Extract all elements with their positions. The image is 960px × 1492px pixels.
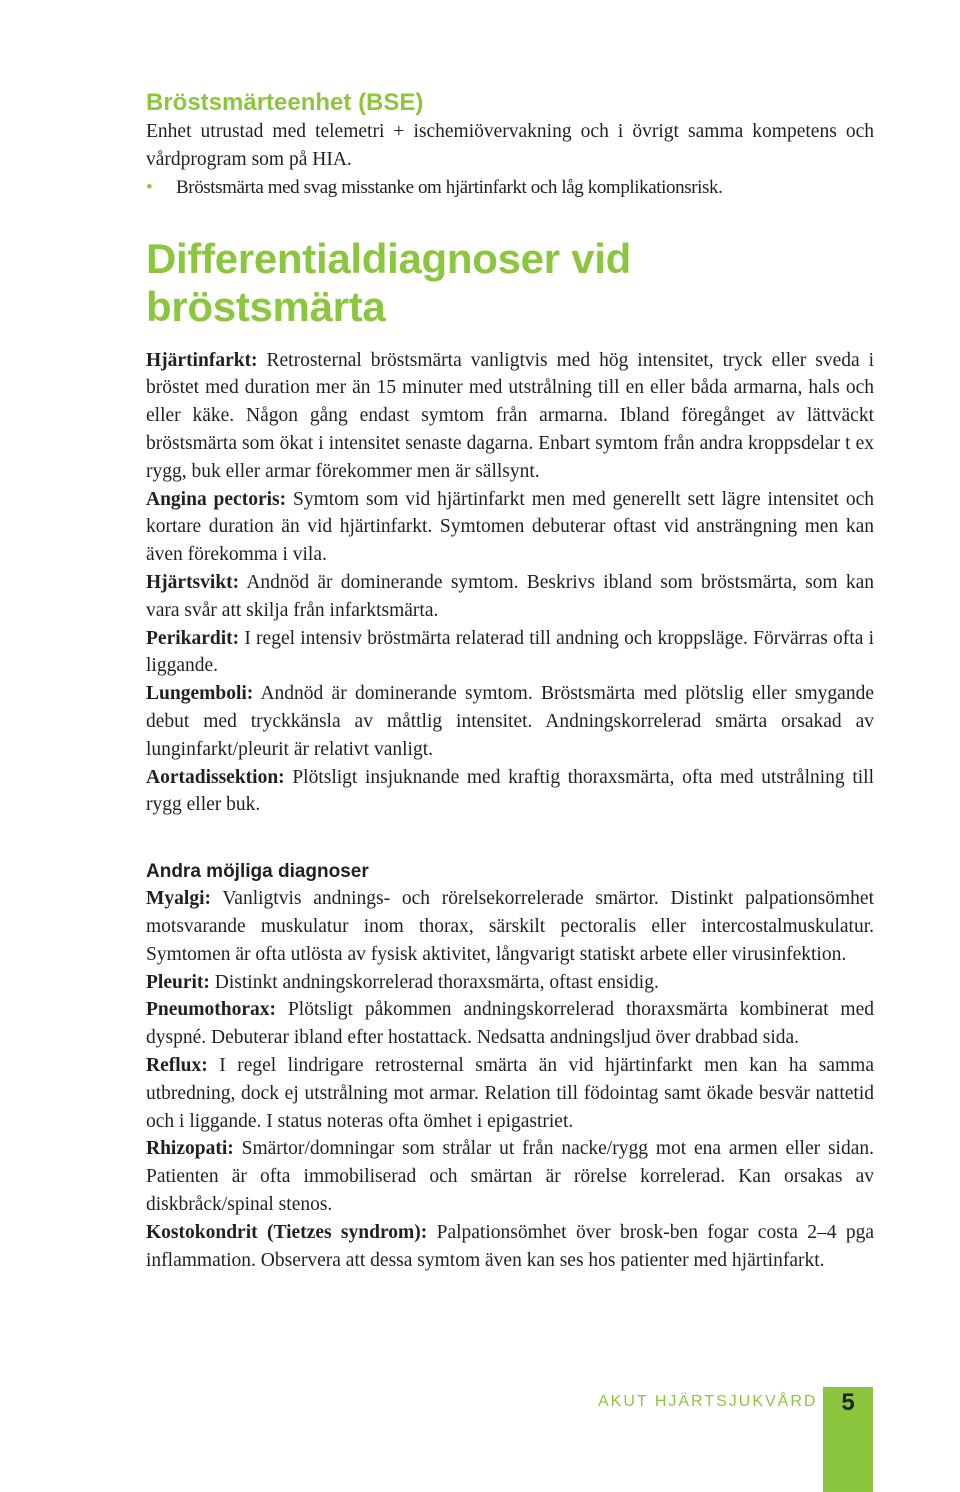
diagnosis-term: Rhizopati: — [146, 1138, 234, 1160]
diagnosis-description: Palpationsömhet över brosk-ben fogar costa 2–4 pga inflammation. Observera att dessa symtom även kan ses hos patienter med hjärtinfarkt. — [146, 1221, 874, 1271]
diagnosis-description: Symtom som vid hjärtinfarkt men med generellt sett lägre intensitet och kortare duration än vid hjärtinfarkt. Symtomen debuterar oftast vid ansträngning men kan även förekomma i vila. — [146, 488, 874, 566]
diagnosis-description: Distinkt andningskorrelerad thoraxsmärta, oftast ensidig. — [209, 971, 659, 993]
diagnosis-description: Plötsligt påkommen andningskorrelerad thoraxsmärta kombinerat med dyspné. Debuterar ibland efter hostattack. Nedsatta andningsljud över drabbad sida. — [146, 999, 874, 1049]
diagnosis-description: Plötsligt insjuknande med kraftig thoraxsmärta, ofta med utstrålning till rygg eller buk. — [146, 766, 874, 816]
diagnosis-description: Retrosternal bröstsmärta vanligtvis med hög intensitet, tryck eller sveda i bröstet med duration mer än 15 minuter med utstrålning till en eller båda armarna, hals och eller käke. Någon gång endast symtom från armarna. Ibland föregånget av lättväckt bröstsmärta som ökat i intensitet senaste dagarna. Enbart symtom från andra kroppsdelar t ex rygg, buk eller armar förekommer men är sällsynt. — [146, 349, 874, 482]
diagnosis-entry — [146, 885, 874, 968]
diagnosis-term: Aortadissektion: — [146, 766, 285, 788]
diagnosis-entry — [146, 1135, 874, 1218]
diagnosis-description: Vanligtvis andnings- och rörelsekorrelerade smärtor. Distinkt palpationsömhet motsvarande muskulatur inom thorax, särskilt pectoralis eller intercostalmuskulatur. Symtomen är ofta utlösta av fysisk aktivitet, långvarigt statiskt arbete eller virusinfektion. — [146, 888, 874, 965]
bullet-dot-icon: • — [146, 176, 153, 198]
diagnosis-term: Pneumothorax: — [146, 999, 276, 1021]
differential-list — [146, 347, 874, 820]
diagnosis-term: Kostokondrit (Tietzes syndrom): — [146, 1221, 428, 1243]
diagnosis-term: Perikardit: — [146, 627, 240, 649]
diagnosis-description: Smärtor/domningar som strålar ut från nacke/rygg mot ena armen eller sidan. Patienten är ofta immobiliserad och smärtan är rörelse korrelerad. Kan orsakas av diskbråck/spinal stenos. — [146, 1138, 874, 1215]
diagnosis-description: Andnöd är dominerande symtom. Beskrivs ibland som bröstsmärta, som kan vara svår att skilja från infarktsmärta. — [146, 571, 874, 621]
diagnosis-description: I regel lindrigare retrosternal smärta än vid hjärtinfarkt men kan ha samma utbredning, dock ej utstrålning mot armar. Relation till födointag samt ökade besvär nattetid och i liggande. I status noteras ofta ömhet i epigastriet. — [146, 1054, 874, 1132]
diagnosis-entry — [146, 625, 874, 681]
page-content — [146, 88, 874, 1274]
diagnosis-entry — [146, 680, 874, 763]
diagnosis-entry — [146, 1052, 874, 1135]
diagnosis-description: Andnöd är dominerande symtom. Bröstsmärta med plötslig eller smygande debut med tryckkänsla av måttlig intensitet. Andningskorrelerad smärta orsakad av lunginfarkt/pleurit är relativt vanligt. — [146, 683, 874, 760]
differential-heading: Differentialdiagnoser vid bröstsmärta — [146, 234, 631, 330]
diagnosis-term: Pleurit: — [146, 971, 210, 993]
footer-label: AKUT HJÄRTSJUKVÅRD — [598, 1393, 818, 1410]
diagnosis-term: Hjärtsvikt: — [146, 571, 240, 593]
bse-heading: Bröstsmärteenhet (BSE) — [146, 89, 424, 116]
other-diagnoses-list — [146, 885, 874, 1274]
diagnosis-term: Angina pectoris: — [146, 488, 287, 510]
diagnosis-entry — [146, 764, 874, 820]
diagnosis-entry — [146, 969, 874, 997]
diagnosis-term: Lungemboli: — [146, 683, 254, 705]
diagnosis-entry — [146, 486, 874, 569]
bse-bullet — [146, 174, 874, 201]
diagnosis-entry — [146, 569, 874, 625]
diagnosis-term: Reflux: — [146, 1054, 208, 1076]
page-number-box — [823, 1387, 873, 1492]
bse-bullet-text: Bröstsmärta med svag misstanke om hjärtinfarkt och låg komplikationsrisk. — [176, 176, 723, 198]
page-number: 5 — [841, 1389, 855, 1416]
diagnosis-entry — [146, 347, 874, 486]
diagnosis-term: Hjärtinfarkt: — [146, 349, 258, 371]
diagnosis-term: Myalgi: — [146, 888, 211, 910]
diagnosis-description: I regel intensiv bröstmärta relaterad till andning och kroppsläge. Förvärras ofta i liggande. — [146, 627, 874, 677]
diagnosis-entry — [146, 996, 874, 1052]
other-heading: Andra möjliga diagnoser — [146, 861, 369, 883]
diagnosis-entry — [146, 1219, 874, 1275]
bse-text: Enhet utrustad med telemetri + ischemiövervakning och i övrigt samma kompetens och vårdprogram som på HIA. — [146, 121, 874, 170]
